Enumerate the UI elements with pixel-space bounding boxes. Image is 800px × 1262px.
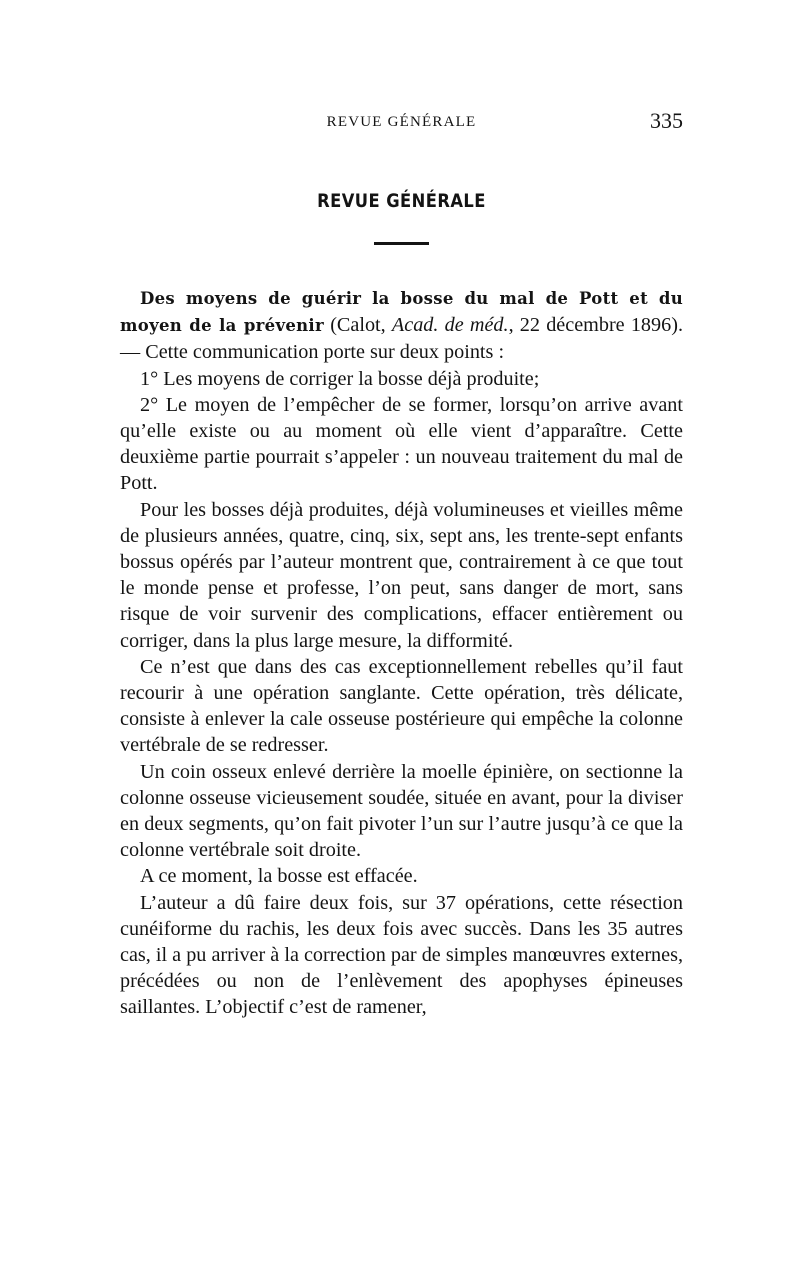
paragraph: Ce n’est que dans des cas exceptionnellement rebelles qu’il faut recourir à une opération sanglante. Cette opération, très délicate, consiste à enlever la cale osseuse postérieure qui empêche la colonne vertébrale de se redresser.	[120, 655, 683, 757]
article-lead-title: Des moyens de guérir la bosse du mal de Pott et du moyen de la prévenir	[120, 289, 683, 336]
paragraph: A ce moment, la bosse est effacée.	[140, 865, 418, 888]
page-number: 335	[650, 108, 683, 133]
paragraph: Pour les bosses déjà produites, déjà volumineuses et vieilles même de plusieurs années, quatre, cinq, six, sept ans, les trente-sept enfants bossus opérés par l’auteur montrent que, contrairement à ce que tout le monde pense et professe, l’on peut, sans danger de mort, sans risque de voir survenir des complications, effacer entièrement ou corriger, dans la plus large mesure, la difformité.	[120, 498, 683, 652]
title-rule	[374, 242, 429, 245]
paragraph: Un coin osseux enlevé derrière la moelle épinière, on sectionne la colonne osseuse vicieusement soudée, située en avant, pour la diviser en deux segments, qu’on fait pivoter l’un sur l’autre jusqu’à ce que la colonne vertébrale soit droite.	[120, 760, 683, 862]
paragraph: 2° Le moyen de l’empêcher de se former, lorsqu’on arrive avant qu’elle existe ou au moment où elle vient d’apparaître. Cette deuxième partie pourrait s’appeler : un nouveau traitement du mal de Pott.	[120, 393, 683, 495]
section-title: REVUE GÉNÉRALE	[317, 190, 486, 212]
article-intro-paragraph	[120, 285, 683, 366]
paragraph: L’auteur a dû faire deux fois, sur 37 opérations, cette résection cunéiforme du rachis, les deux fois avec succès. Dans les 35 autres cas, il a pu arriver à la correction par de simples manœuvres externes, précédées ou non de l’enlèvement des apophyses épineuses saillantes. L’objectif c’est de ramener,	[120, 891, 683, 1019]
article-body	[120, 285, 683, 1021]
citation-open: (Calot,	[324, 314, 392, 337]
citation-journal: Acad. de méd.	[391, 314, 509, 337]
running-title: REVUE GÉNÉRALE	[326, 114, 477, 130]
running-header	[120, 108, 683, 138]
paragraph: 1° Les moyens de corriger la bosse déjà produite;	[140, 367, 540, 390]
citation-date: , 22 décembre 1896). — Cette communication porte sur deux points :	[120, 314, 683, 364]
